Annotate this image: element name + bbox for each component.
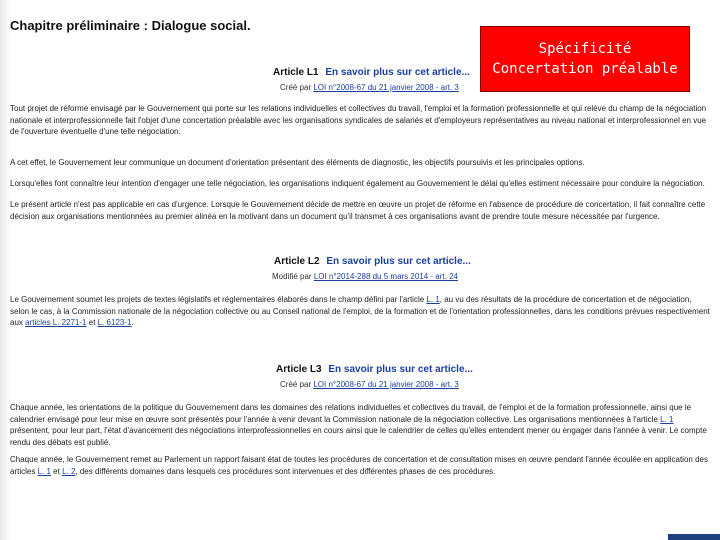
article-l3-p2-text-and: et (53, 466, 60, 476)
article-l3-meta-prefix: Créé par (280, 380, 312, 389)
chapter-title: Chapitre préliminaire : Dialogue social. (10, 18, 251, 33)
article-l2-meta-prefix: Modifié par (272, 272, 312, 281)
article-l3-p2-text-end: , des différents domaines dans lesquels ces procédures sont intervenues et des différentes phases de ces procédures. (75, 466, 496, 476)
callout-box (480, 26, 690, 92)
article-l2-heading (274, 256, 471, 267)
article-l3-meta (280, 380, 459, 389)
article-l2-meta (272, 272, 458, 281)
article-l2-link-l1[interactable]: L. 1 (426, 295, 440, 304)
article-l3-p2-link-l1[interactable]: L. 1 (37, 466, 51, 476)
article-l3-label: Article L3 (276, 364, 322, 375)
left-edge-shadow (0, 0, 10, 540)
article-l3-heading (276, 364, 473, 375)
article-l1-label: Article L1 (273, 67, 319, 78)
article-l1-paragraph-4: Le présent article n'est pas applicable en cas d'urgence. Lorsque le Gouvernement décide de mettre en œuvre un projet de réforme en l'absence de procédure de concertation, il fait connaître cette décision aux organisations mentionnées au premier alinéa en la motivant dans un document qu'il transmet à ces organisations avant de prendre toute mesure nécessitée par l'urgence. (10, 200, 706, 221)
article-l3-more-link[interactable]: En savoir plus sur cet article... (328, 364, 473, 375)
article-l2-paragraph (10, 294, 710, 329)
article-l3-p2-text-start: Chaque année, le Gouvernement remet au Parlement un rapport faisant état de toutes les procédures de concertation et de consultation mises en œuvre pendant l'année écoulée en application des articles (10, 455, 708, 476)
article-l3-law-link[interactable]: LOI n°2008-67 du 21 janvier 2008 - art. 3 (313, 380, 459, 389)
article-l3-paragraph-1 (10, 402, 710, 448)
article-l2-more-link[interactable]: En savoir plus sur cet article... (326, 256, 471, 267)
article-l1-paragraph-3: Lorsqu'elles font connaître leur intention d'engager une telle négociation, les organisations indiquent également au Gouvernement le délai qu'elles estiment nécessaire pour conduire la négociation. (10, 179, 705, 188)
article-l2-text-start: Le Gouvernement soumet les projets de textes législatifs et réglementaires élaborés dans le champ défini par l'article (10, 295, 425, 304)
article-l2-text-end: . (131, 318, 134, 327)
article-l1-heading (273, 67, 470, 78)
article-l1-more-link[interactable]: En savoir plus sur cet article... (325, 67, 470, 78)
article-l1-paragraph-1: Tout projet de réforme envisagé par le Gouvernement qui porte sur les relations individuelles et collectives du travail, l'emploi et la formation professionnelle et qui relève du champ de la négociation nationale et interprofessionnelle fait l'objet d'une concertation préalable avec les organisations syndicales de salariés et d'employeurs représentatives au niveau national et interprofessionnel en vue de l'ouverture éventuelle d'une telle négociation. (10, 104, 707, 136)
article-l2-text-mid: , au vu des résultats de la procédure de concertation et de négociation, selon le cas, à la Commission nationale de la négociation collective ou au Conseil national de l'emploi, de la formation et de l'orientation professionnelles, dans les conditions prévues respectivement aux (10, 295, 710, 327)
article-l1-law-link[interactable]: LOI n°2008-67 du 21 janvier 2008 - art. 3 (313, 83, 459, 92)
article-l2-text-and: et (88, 318, 96, 327)
article-l3-p1-text-start: Chaque année, les orientations de la politique du Gouvernement dans les domaines des relations individuelles et collectives du travail, de l'emploi et de la formation professionnelle, ainsi que le calendrier envisagé pour leur mise en œuvre sont présentés pour l'année à venir devant la Commission nationale de la négociation collective. Les organisations mentionnées à l'article (10, 403, 692, 424)
article-l2-label: Article L2 (274, 256, 320, 267)
article-l1-meta (280, 83, 459, 92)
article-l1-paragraph-2: A cet effet, le Gouvernement leur communique un document d'orientation présentant des éléments de diagnostic, les objectifs poursuivis et les principales options. (10, 158, 585, 167)
article-l3-p1-text-end: présentent, pour leur part, l'état d'avancement des négociations interprofessionnelles en cours ainsi que le calendrier de celles qu'elles entendent mener ou engager dans l'année à venir. Le compte rendu des débats est publié. (10, 426, 707, 447)
article-l2-link-l2271-1[interactable]: articles L. 2271-1 (25, 318, 87, 327)
article-l2-law-link[interactable]: LOI n°2014-288 du 5 mars 2014 - art. 24 (313, 272, 458, 281)
article-l3-paragraph-2 (10, 454, 710, 477)
callout-line-2: Concertation préalable (492, 61, 678, 77)
article-l1-meta-prefix: Créé par (280, 83, 312, 92)
callout-line-1: Spécificité (538, 41, 632, 57)
corner-accent-bar (668, 534, 720, 540)
article-l2-link-l6123-1[interactable]: L. 6123-1 (97, 318, 132, 327)
article-l3-p2-link-l2[interactable]: L. 2 (62, 466, 76, 476)
article-l3-p1-link-l1[interactable]: L. 1 (660, 414, 674, 424)
